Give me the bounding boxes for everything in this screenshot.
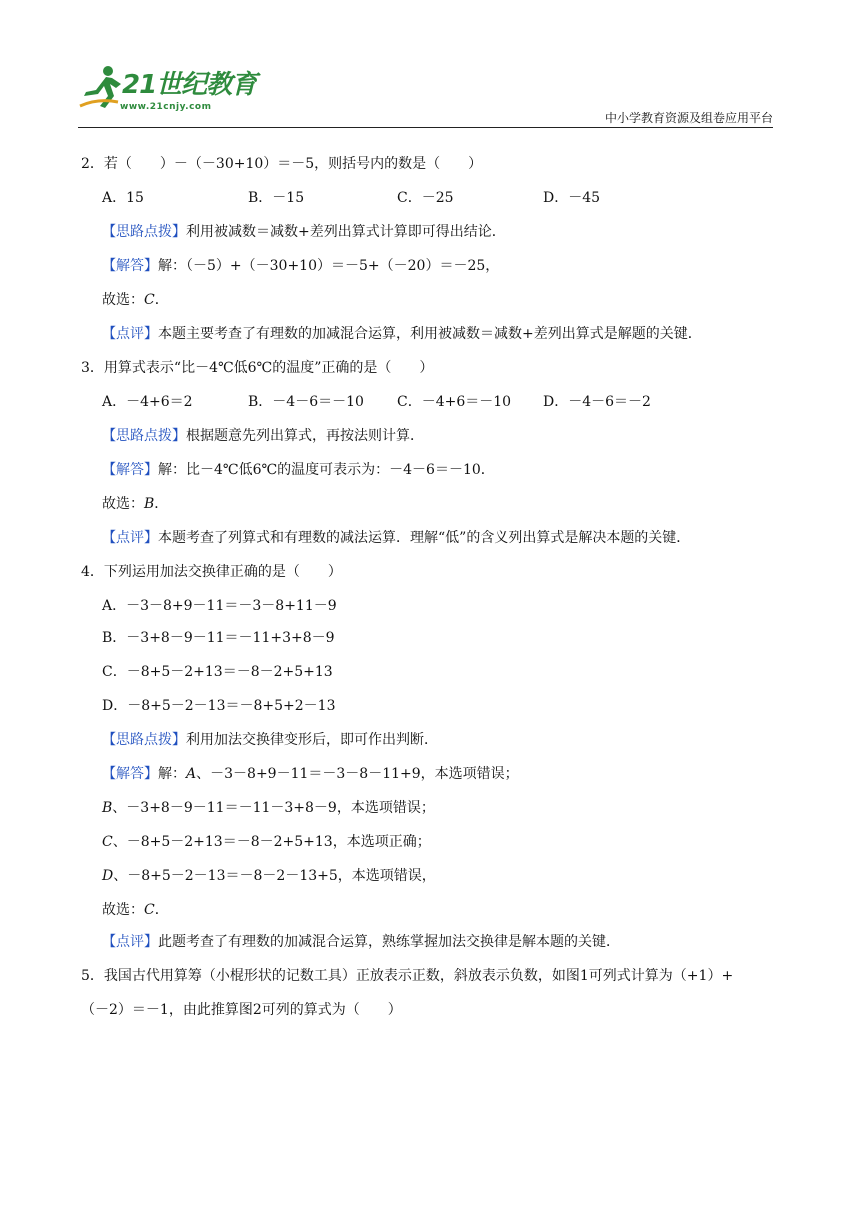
answer-letter: D [102, 868, 114, 884]
answer-text: 解：比－4℃低6℃的温度可表示为：－4－6＝－10． [158, 462, 495, 478]
answer-letter: A [186, 766, 197, 782]
q5-stem-line1: 5．我国古代用算筹（小棍形状的记数工具）正放表示正数，斜放表示负数，如图1可列式计算为（+1）+ [81, 968, 734, 984]
q2-comment [102, 324, 702, 344]
platform-title: 中小学教育资源及组卷应用平台 [604, 111, 773, 125]
comment-tag: 【点评】 [102, 934, 158, 950]
q4-hint [102, 730, 438, 750]
q2-choice [102, 290, 169, 310]
q4-answer-b [102, 798, 435, 818]
q4-choice [102, 900, 169, 920]
q4-answer-d [102, 866, 436, 886]
comment-text: 本题主要考查了有理数的加减混合运算，利用被减数＝减数+差列出算式是解题的关键． [158, 326, 702, 342]
q5-stem-line2: （－2）＝－1，由此推算图2可列的算式为（ ） [81, 1002, 402, 1018]
q4-option-b: B．－3+8－9－11＝－11+3+8－9 [102, 630, 335, 646]
q3-option-c: C．－4+6＝－10 [397, 394, 512, 410]
choice-prefix: 故选： [102, 496, 144, 512]
comment-tag: 【点评】 [102, 530, 158, 546]
hint-tag: 【思路点拨】 [102, 732, 186, 748]
logo [78, 62, 258, 122]
q2-answer [102, 256, 499, 276]
logo-text: 21世纪教育 [122, 70, 257, 100]
q3-option-a: A．－4+6＝2 [102, 394, 193, 410]
hint-tag: 【思路点拨】 [102, 428, 186, 444]
q2-options [102, 188, 702, 208]
q3-stem: 3．用算式表示“比－4℃低6℃的温度”正确的是（ ） [81, 360, 434, 376]
q4-option-a: A．－3－8+9－11＝－3－8+11－9 [102, 598, 337, 614]
answer-line: 、－8+5－2－13＝－8－2－13+5，本选项错误， [113, 868, 436, 884]
q4-option-d: D．－8+5－2－13＝－8+5+2－13 [102, 698, 336, 714]
q4-comment [102, 932, 620, 952]
q2-option-d: D．－45 [543, 190, 601, 206]
logo-url: www.21cnjy.com [120, 102, 212, 112]
comment-tag: 【点评】 [102, 326, 158, 342]
choice-prefix: 故选： [102, 292, 144, 308]
q3-choice [102, 494, 168, 514]
q4-stem: 4．下列运用加法交换律正确的是（ ） [81, 564, 342, 580]
choice-suffix: ． [154, 902, 169, 918]
q2-stem: 2．若（ ）－（－30+10）＝－5，则括号内的数是（ ） [81, 156, 483, 172]
choice-suffix: ． [154, 292, 169, 308]
answer-letter: B [102, 800, 113, 816]
choice-suffix: ． [154, 496, 169, 512]
answer-line: 、－3－8+9－11＝－3－8－11+9，本选项错误； [196, 766, 519, 782]
answer-tag: 【解答】 [102, 258, 158, 274]
hint-text: 根据题意先列出算式，再按法则计算． [186, 428, 424, 444]
q4-option-c: C．－8+5－2+13＝－8－2+5+13 [102, 664, 333, 680]
answer-text: 解：（－5）+（－30+10）＝－5+（－20）＝－25， [158, 258, 500, 274]
hint-text: 利用加法交换律变形后，即可作出判断． [186, 732, 438, 748]
answer-letter: C [102, 834, 113, 850]
q2-option-b: B．－15 [248, 190, 305, 206]
hint-text: 利用被减数＝减数+差列出算式计算即可得出结论． [186, 224, 506, 240]
choice-prefix: 故选： [102, 902, 144, 918]
answer-prefix: 解： [158, 766, 186, 782]
q4-answer [102, 764, 519, 784]
runner-icon [78, 62, 122, 112]
q2-hint [102, 222, 506, 242]
answer-line: 、－8+5－2+13＝－8－2+5+13，本选项正确； [112, 834, 431, 850]
q3-hint [102, 426, 424, 446]
q3-option-b: B．－4－6＝－10 [248, 394, 364, 410]
header-divider [78, 127, 773, 128]
q2-option-a: A．15 [102, 190, 144, 206]
q3-options [102, 392, 702, 412]
choice-letter: C [144, 902, 155, 918]
comment-text: 此题考查了有理数的加减混合运算，熟练掌握加法交换律是解本题的关键． [158, 934, 620, 950]
q2-option-c: C．－25 [397, 190, 454, 206]
page-header [0, 0, 860, 130]
q3-answer [102, 460, 495, 480]
q4-answer-c [102, 832, 431, 852]
answer-line: 、－3+8－9－11＝－11－3+8－9，本选项错误； [112, 800, 435, 816]
answer-tag: 【解答】 [102, 766, 158, 782]
q3-comment [102, 528, 690, 548]
q3-option-d: D．－4－6＝－2 [543, 394, 651, 410]
answer-tag: 【解答】 [102, 462, 158, 478]
choice-letter: C [144, 292, 155, 308]
choice-letter: B [144, 496, 155, 512]
hint-tag: 【思路点拨】 [102, 224, 186, 240]
comment-text: 本题考查了列算式和有理数的减法运算．理解“低”的含义列出算式是解决本题的关键． [158, 530, 691, 546]
